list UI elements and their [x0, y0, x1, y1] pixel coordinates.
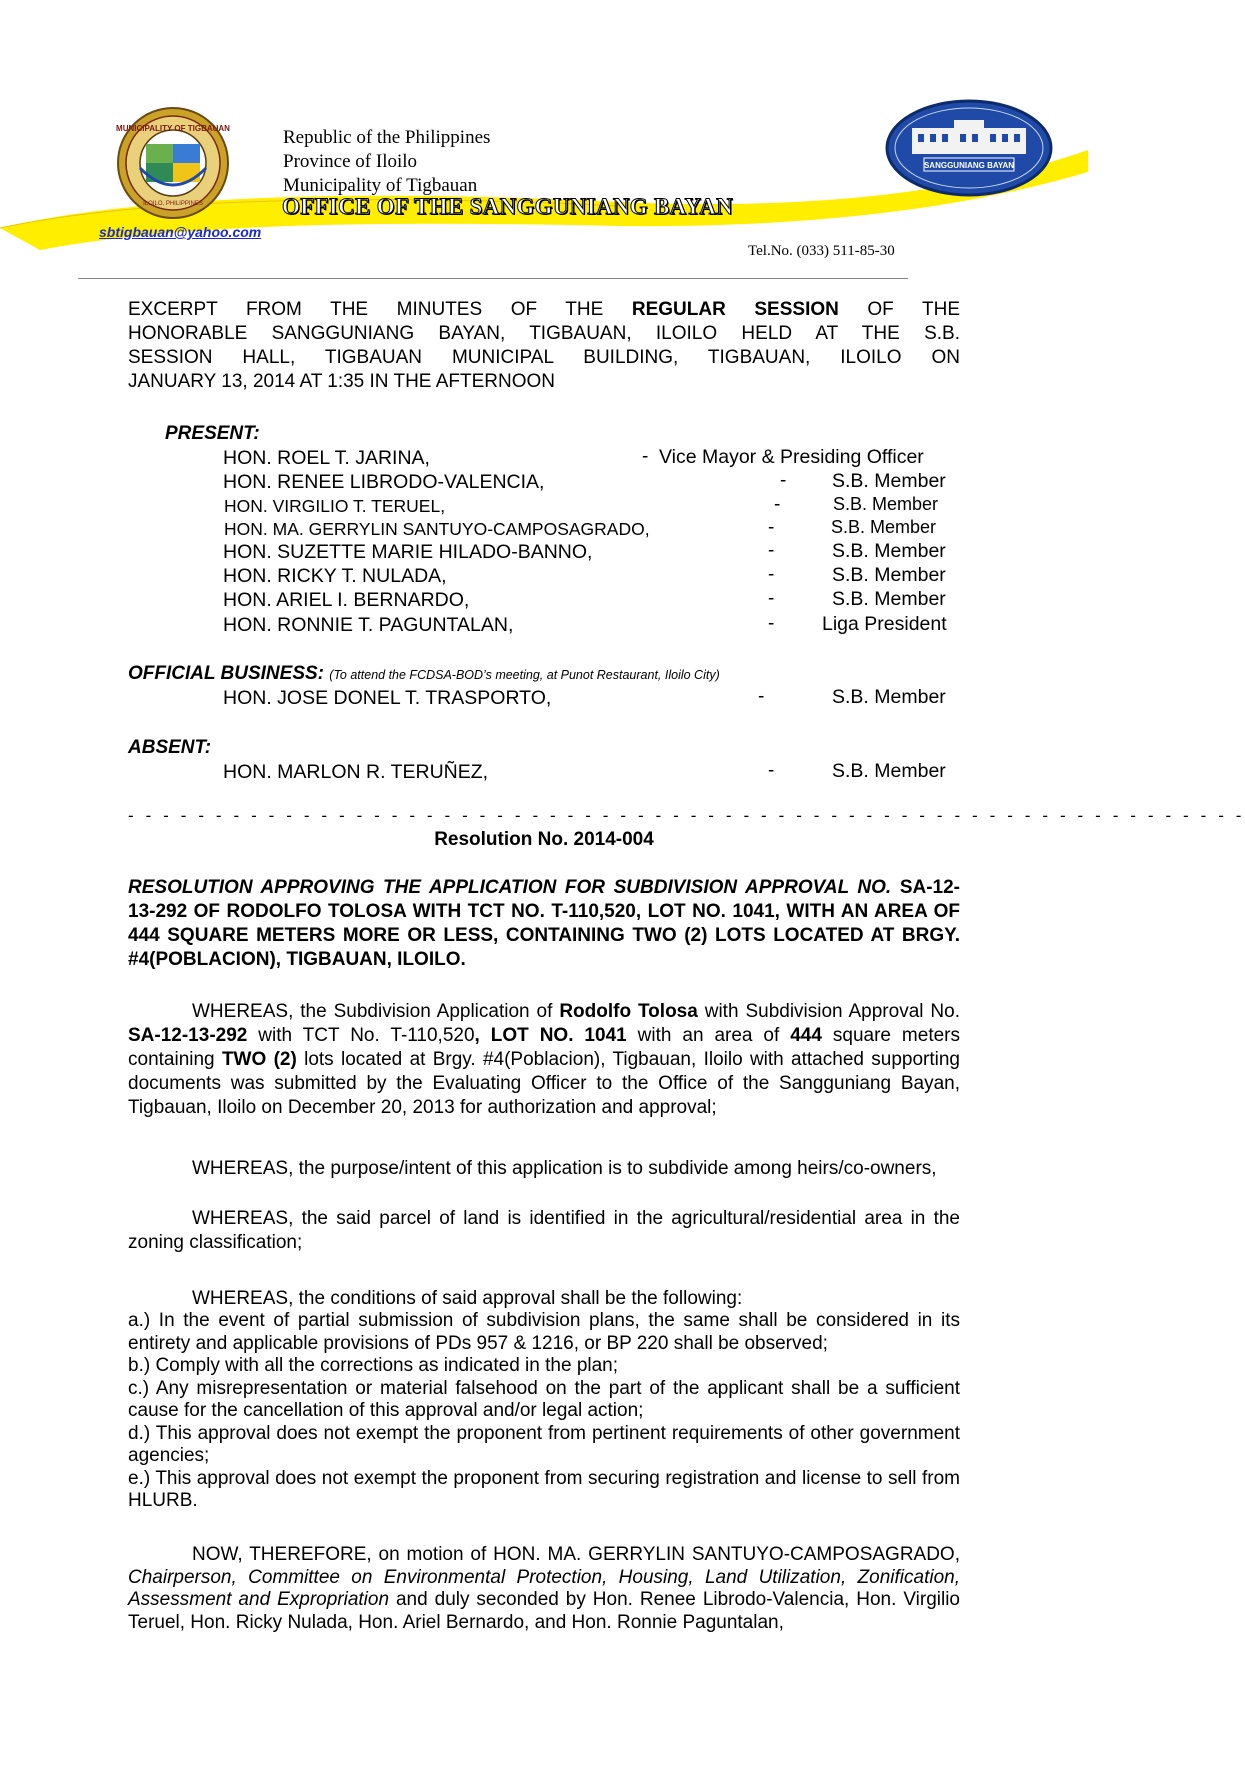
excerpt-line-1: EXCERPT FROM THE MINUTES OF THE REGULAR SESSION OF THE: [128, 299, 961, 320]
condition-item: e.) This approval does not exempt the proponent from securing registration and license to sell from HLURB.: [128, 1467, 960, 1511]
municipality-line: Municipality of Tigbauan: [283, 175, 478, 196]
resolution-title-rest: SA-12-13-292 OF RODOLFO TOLOSA WITH TCT NO. T-110,520, LOT NO. 1041, WITH AN AREA OF 444 SQUARE METERS MORE OR LESS, CONTAINING TWO (2) LOTS LOCATED AT BRGY. #4(POBLACION), TIGBAUAN, ILOILO.: [128, 877, 960, 970]
seal-left-text: MUNICIPALITY OF TIGBAUAN: [116, 124, 230, 133]
telephone-number: Tel.No. (033) 511-85-30: [748, 243, 895, 259]
resolution-title-italic: RESOLUTION APPROVING THE APPLICATION FOR SUBDIVISION APPROVAL NO.: [128, 877, 892, 898]
member-dash: -: [768, 564, 775, 585]
whereas-paragraph-1: WHEREAS, the Subdivision Application of Rodolfo Tolosa with Subdivision Approval No. SA-12-13-292 with TCT No. T-110,520, LOT NO. 1041 with an area of 444 square meters containing TWO (2) lots located at Brgy. #4(Poblacion), Tigbauan, Iloilo with attached supporting documents was submitted by the Evaluating Officer to the Office of the Sangguniang Bayan, Tigbauan, Iloilo on December 20, 2013 for authorization and approval;: [128, 1001, 960, 1118]
seal-right-text: SANGGUNIANG BAYAN: [923, 161, 1015, 170]
member-dash: -: [774, 494, 781, 515]
official-business-heading-row: [128, 662, 720, 687]
condition-item: c.) Any misrepresentation or material falsehood on the part of the applicant shall be a sufficient cause for the cancellation of this approval and/or legal action;: [128, 1377, 960, 1421]
member-name: HON. RICKY T. NULADA,: [223, 565, 447, 587]
sangguniang-bayan-logo: [884, 98, 1054, 198]
excerpt-block: [128, 298, 960, 394]
whereas-paragraph-3: WHEREAS, the said parcel of land is identified in the agricultural/residential area in the zoning classification;: [128, 1208, 960, 1253]
member-name: HON. SUZETTE MARIE HILADO-BANNO,: [223, 541, 593, 563]
email-link[interactable]: sbtigbauan@yahoo.com: [99, 224, 262, 240]
member-dash: -: [768, 613, 775, 634]
member-name: HON. RONNIE T. PAGUNTALAN,: [223, 614, 514, 636]
member-role: S.B. Member: [832, 760, 946, 782]
condition-item: b.) Comply with all the corrections as indicated in the plan;: [128, 1355, 619, 1376]
official-business-note: (To attend the FCDSA-BOD’s meeting, at Punot Restaurant, Iloilo City): [329, 668, 720, 682]
member-name: HON. MA. GERRYLIN SANTUYO-CAMPOSAGRADO,: [224, 519, 650, 539]
header-divider: [78, 278, 908, 279]
condition-item: a.) In the event of partial submission of subdivision plans, the same shall be considered in its entirety and applicable provisions of PDs 957 & 1216, or BP 220 shall be observed;: [128, 1310, 960, 1354]
member-name: HON. ARIEL I. BERNARDO,: [223, 589, 470, 611]
now-therefore-paragraph: NOW, THEREFORE, on motion of HON. MA. GERRYLIN SANTUYO-CAMPOSAGRADO, Chairperson, Committee on Environmental Protection, Housing, Land Utilization, Zonification, Assessment and Expropriation and duly seconded by Hon. Renee Librodo-Valencia, Hon. Virgilio Teruel, Hon. Ricky Nulada, Hon. Ariel Bernardo, and Hon. Ronnie Paguntalan,: [128, 1544, 960, 1633]
province-line: Province of Iloilo: [283, 151, 418, 172]
member-role: S.B. Member: [832, 564, 946, 586]
member-role: Liga President: [822, 613, 947, 635]
conditions-list: [128, 1310, 960, 1513]
member-role: S.B. Member: [833, 494, 939, 514]
member-dash: -: [768, 588, 775, 609]
excerpt-line-4: JANUARY 13, 2014 AT 1:35 IN THE AFTERNOON: [128, 371, 555, 392]
office-title: OFFICE OF THE SANGGUNIANG BAYAN: [282, 194, 734, 219]
member-name: HON. VIRGILIO T. TERUEL,: [224, 496, 446, 516]
excerpt-line-2: HONORABLE SANGGUNIANG BAYAN, TIGBAUAN, ILOILO HELD AT THE S.B.: [128, 323, 960, 344]
member-role: Vice Mayor & Presiding Officer: [659, 446, 924, 468]
member-dash: -: [768, 540, 775, 561]
resolution-title: [128, 876, 960, 972]
member-name: HON. ROEL T. JARINA,: [223, 447, 430, 469]
member-dash: -: [758, 686, 765, 707]
member-role: S.B. Member: [832, 588, 946, 610]
member-name: HON. RENEE LIBRODO-VALENCIA,: [223, 471, 545, 493]
member-role: S.B. Member: [832, 470, 946, 492]
member-role: S.B. Member: [831, 517, 937, 537]
whereas-paragraph-2: WHEREAS, the purpose/intent of this application is to subdivide among heirs/co-owners,: [192, 1158, 937, 1179]
member-role: S.B. Member: [832, 540, 946, 562]
excerpt-line-3: SESSION HALL, TIGBAUAN MUNICIPAL BUILDING, TIGBAUAN, ILOILO ON: [128, 347, 960, 368]
present-heading: PRESENT:: [165, 423, 260, 444]
dashed-separator: - - - - - - - - - - - - - - - - - - - - - - - - - - - - - - - - - - - - - - - - - - - - - - - - - - - - - - - - - - - - - - - -: [128, 806, 1245, 825]
member-name: HON. JOSE DONEL T. TRASPORTO,: [223, 687, 552, 709]
member-dash: -: [768, 760, 775, 781]
municipality-seal-logo: [116, 106, 230, 220]
whereas-conditions-intro: WHEREAS, the conditions of said approval shall be the following:: [192, 1288, 743, 1309]
condition-item: d.) This approval does not exempt the proponent from pertinent requirements of other government agencies;: [128, 1422, 960, 1466]
resolution-number: Resolution No. 2014-004: [434, 829, 654, 850]
absent-heading: ABSENT:: [128, 737, 212, 758]
republic-line: Republic of the Philippines: [283, 127, 491, 148]
member-name: HON. MARLON R. TERUÑEZ,: [223, 761, 489, 783]
member-role: S.B. Member: [832, 686, 946, 708]
member-dash: -: [768, 517, 775, 538]
member-dash: -: [780, 470, 787, 491]
official-business-heading: OFFICIAL BUSINESS:: [128, 663, 324, 684]
member-dash: -: [642, 446, 649, 467]
seal-left-bottom-text: ILOILO, PHILIPPINES: [143, 201, 203, 207]
